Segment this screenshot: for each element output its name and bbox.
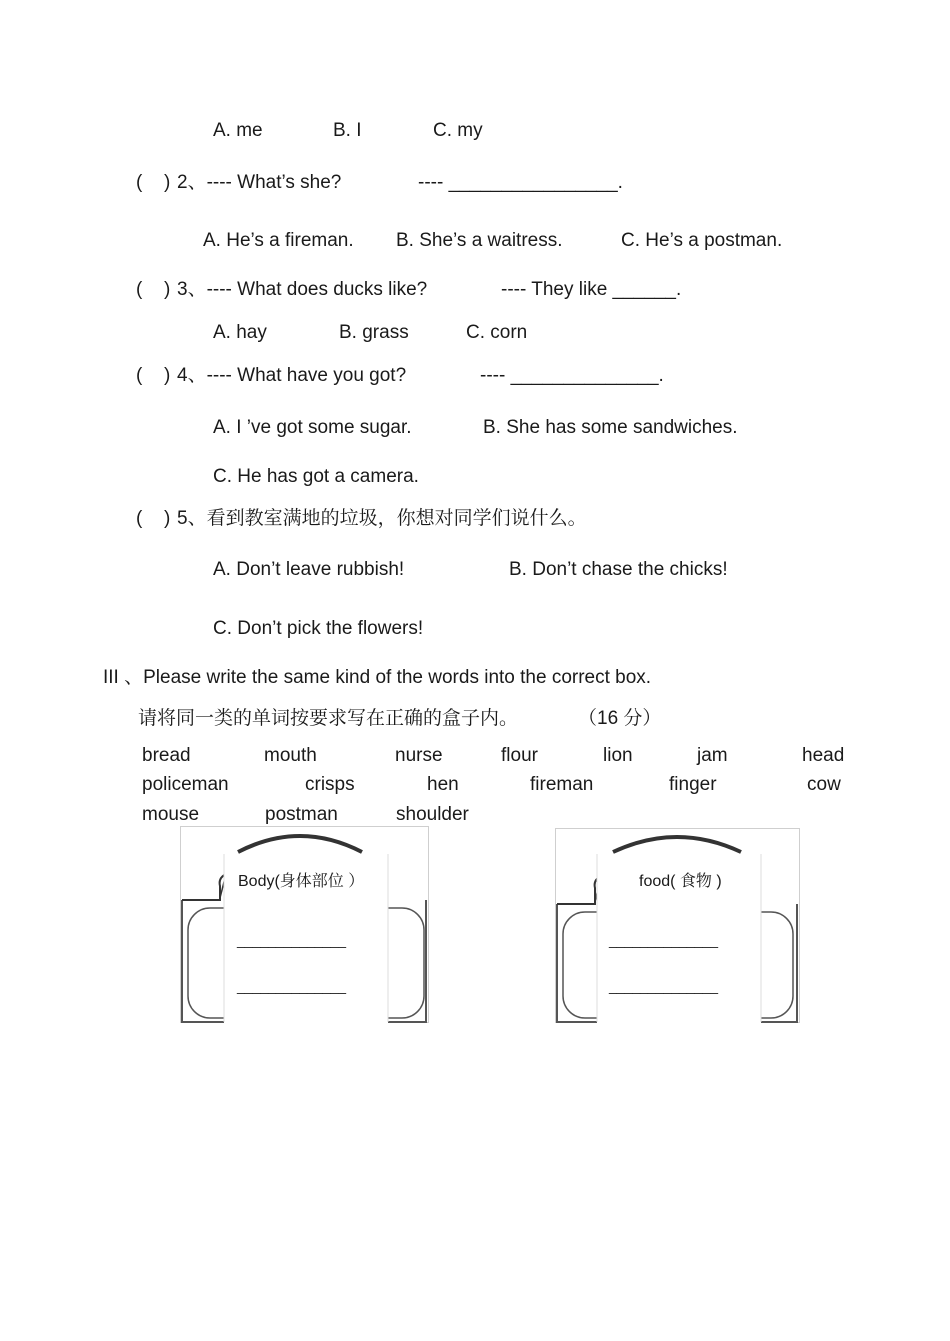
section-3-instruction: 请将同一类的单词按要求写在正确的盒子内。	[138, 708, 519, 729]
word-item: fireman	[530, 774, 594, 795]
q2-answer-paren-open: (	[136, 172, 143, 193]
word-item: mouse	[142, 804, 200, 825]
q4-option-b: B. She has some sandwiches.	[483, 417, 738, 438]
body-box	[180, 826, 430, 1026]
q5-option-b: B. Don’t chase the chicks!	[509, 559, 728, 580]
word-item: lion	[603, 745, 633, 766]
q4-answer-paren-open: (	[136, 365, 143, 386]
q3-answer-paren-open: (	[136, 279, 143, 300]
q4-option-a: A. I ’ve got some sugar.	[213, 417, 412, 438]
word-item: jam	[697, 745, 728, 766]
section-3-points: （16 分）	[578, 708, 662, 729]
word-item: policeman	[142, 774, 229, 795]
box-illustration	[180, 826, 430, 1026]
word-item: head	[802, 745, 845, 766]
q5-stem: 5、看到教室满地的垃圾，你想对同学们说什么。	[177, 508, 587, 529]
q2-answer-paren-close: )	[164, 172, 171, 193]
word-item: postman	[265, 804, 338, 825]
word-item: finger	[669, 774, 717, 795]
food-box-label: food( 食物 )	[639, 873, 722, 890]
q5-option-a: A. Don’t leave rubbish!	[213, 559, 405, 580]
q4-stem: 4、---- What have you got?	[177, 365, 407, 386]
q5-answer-paren-close: )	[164, 508, 171, 529]
body-box-answer-line-1: ______________	[237, 932, 347, 948]
q3-stem: 3、---- What does ducks like?	[177, 279, 428, 300]
food-box	[555, 828, 801, 1026]
q4-answer-paren-close: )	[164, 365, 171, 386]
word-item: nurse	[395, 745, 443, 766]
q4-option-c: C. He has got a camera.	[213, 466, 419, 487]
word-item: cow	[807, 774, 841, 795]
body-box-answer-line-2: ______________	[237, 978, 347, 994]
q1-option-a: A. me	[213, 120, 263, 141]
section-3-heading: III 、Please write the same kind of the words into the correct box.	[103, 667, 652, 688]
box-illustration	[555, 828, 801, 1026]
q5-option-c: C. Don’t pick the flowers!	[213, 618, 424, 639]
q1-option-b: B. I	[333, 120, 362, 141]
food-box-answer-line-2: ______________	[609, 978, 719, 994]
q5-answer-paren-open: (	[136, 508, 143, 529]
word-item: hen	[427, 774, 459, 795]
q1-option-c: C. my	[433, 120, 483, 141]
word-item: bread	[142, 745, 191, 766]
q2-answer-blank: ---- ________________.	[418, 172, 623, 193]
word-item: flour	[501, 745, 538, 766]
body-box-label: Body(身体部位 ）	[238, 873, 365, 890]
word-item: shoulder	[396, 804, 469, 825]
q3-option-b: B. grass	[339, 322, 409, 343]
word-item: crisps	[305, 774, 355, 795]
food-box-answer-line-1: ______________	[609, 932, 719, 948]
q2-option-a: A. He’s a fireman.	[203, 230, 354, 251]
q2-option-c: C. He’s a postman.	[621, 230, 783, 251]
q3-answer-paren-close: )	[164, 279, 171, 300]
q3-option-a: A. hay	[213, 322, 267, 343]
q3-option-c: C. corn	[466, 322, 528, 343]
word-item: mouth	[264, 745, 317, 766]
q4-answer-blank: ---- ______________.	[480, 365, 664, 386]
q2-stem: 2、---- What’s she?	[177, 172, 342, 193]
q3-answer-blank: ---- They like ______.	[501, 279, 682, 300]
q2-option-b: B. She’s a waitress.	[396, 230, 563, 251]
